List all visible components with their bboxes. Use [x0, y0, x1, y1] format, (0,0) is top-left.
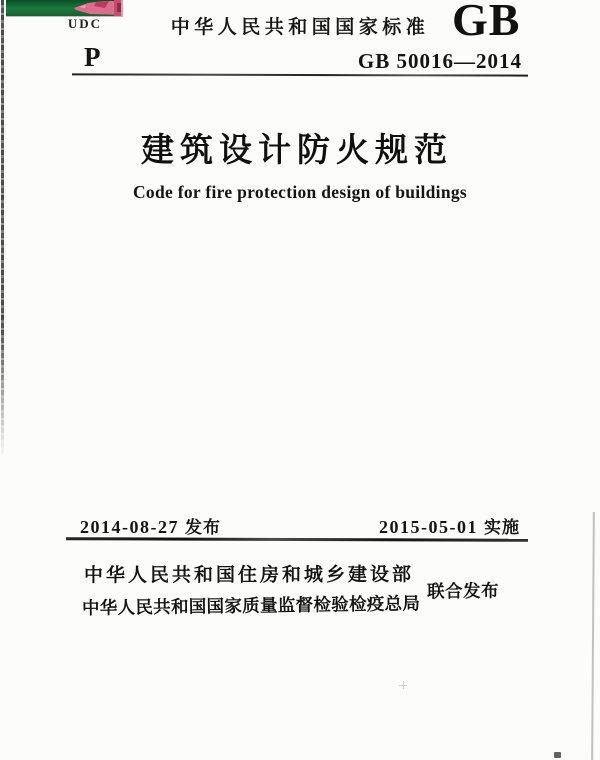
document-title-english: Code for fire protection design of buildings: [132, 182, 468, 202]
scan-right-page-edge: [591, 512, 594, 760]
joint-publish-label: 联合发布: [426, 580, 500, 602]
issue-date-group: [80, 513, 221, 538]
gb-logo: GB: [452, 0, 521, 45]
publisher-agency-top: 中华人民共和国住房和城乡建设部: [83, 564, 415, 587]
issue-date: 2014-08-27: [80, 517, 179, 537]
scan-speck-cross: [399, 681, 407, 689]
footer-rule: [66, 537, 528, 541]
scan-left-page-edge: [1, 0, 4, 458]
header-rule: [72, 73, 528, 76]
implement-date: 2015-05-01: [379, 517, 478, 537]
scan-speck-dot: [554, 752, 561, 758]
standard-number: GB 50016—2014: [357, 49, 522, 73]
implement-label: 实施: [484, 518, 520, 537]
publisher-agency-bottom: 中华人民共和国国家质量监督检验检疫总局: [81, 593, 421, 618]
classification-code: P: [84, 42, 101, 72]
dates-row: [80, 513, 520, 538]
implement-date-group: [379, 513, 520, 538]
issue-label: 发布: [185, 518, 221, 537]
udc-label: UDC: [67, 16, 103, 31]
national-standard-label: 中华人民共和国国家标准: [170, 17, 430, 38]
document-title-chinese: 建筑设计防火规范: [141, 131, 453, 168]
